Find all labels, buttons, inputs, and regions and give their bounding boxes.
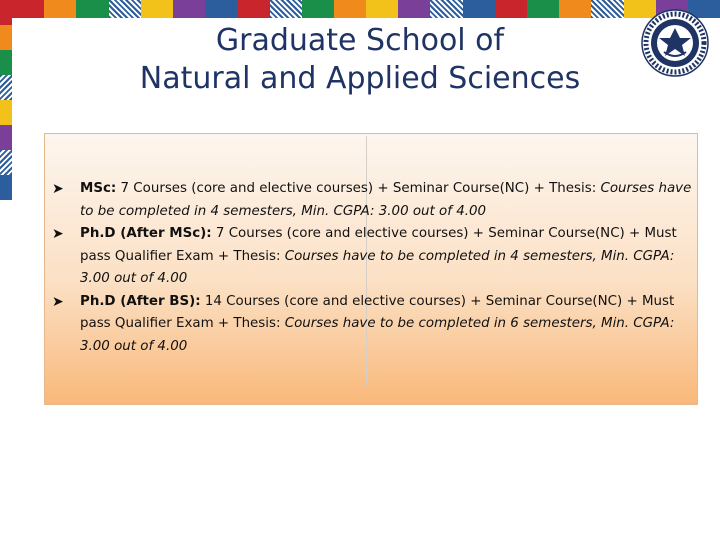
stripe-hatch — [591, 0, 623, 18]
stripe-segment — [366, 0, 398, 18]
title-line-2: Natural and Applied Sciences — [139, 61, 581, 96]
stripe-segment — [173, 0, 205, 18]
stripe-segment — [0, 175, 12, 200]
stripe-segment — [237, 0, 269, 18]
program-text: 7 Courses (core and elective courses) + Seminar Course(NC) + Thesis: — [116, 181, 601, 196]
stripe-segment — [334, 0, 366, 18]
program-note: Courses have to be completed in 4 semesters, Min. CGPA: 3.00 out of 4.00 — [80, 248, 675, 286]
stripe-segment — [527, 0, 559, 18]
stripe-segment — [398, 0, 430, 18]
list-item — [50, 178, 698, 223]
stripe-segment — [76, 0, 108, 18]
program-label: Ph.D (After BS): — [80, 293, 201, 309]
stripe-segment — [0, 125, 12, 150]
list-item — [50, 291, 698, 359]
stripe-hatch — [0, 150, 12, 175]
stripe-segment — [141, 0, 173, 18]
arrow-bullet-icon: ➤ — [52, 181, 64, 197]
stripe-segment — [205, 0, 237, 18]
stripe-hatch — [430, 0, 462, 18]
program-text: 14 Courses (core and elective courses) + Seminar Course(NC) + Must pass Qualifier Exam + Thesis: — [80, 293, 675, 331]
program-note: Courses have to be completed in 4 semesters, Min. CGPA: 3.00 out of 4.00 — [80, 181, 692, 219]
arrow-bullet-icon: ➤ — [52, 226, 64, 242]
list-item — [50, 223, 698, 291]
program-note: Courses have to be completed in 6 semesters, Min. CGPA: 3.00 out of 4.00 — [80, 316, 675, 354]
program-text: 7 Courses (core and elective courses) + Seminar Course(NC) + Must pass Qualifier Exam + Thesis: — [80, 226, 677, 264]
top-decorative-stripe — [12, 0, 720, 18]
university-seal-icon — [640, 8, 710, 78]
stripe-hatch — [109, 0, 141, 18]
stripe-segment — [44, 0, 76, 18]
stripe-segment — [0, 100, 12, 125]
stripe-segment — [12, 0, 44, 18]
program-requirements-list — [50, 178, 698, 358]
stripe-segment — [302, 0, 334, 18]
stripe-segment — [495, 0, 527, 18]
arrow-bullet-icon: ➤ — [52, 293, 64, 310]
program-label: Ph.D (After MSc): — [80, 226, 212, 241]
stripe-segment — [463, 0, 495, 18]
page-title — [0, 22, 720, 98]
stripe-hatch — [270, 0, 302, 18]
stripe-segment — [559, 0, 591, 18]
title-line-1: Graduate School of — [215, 23, 505, 58]
program-label: MSc: — [80, 181, 117, 196]
